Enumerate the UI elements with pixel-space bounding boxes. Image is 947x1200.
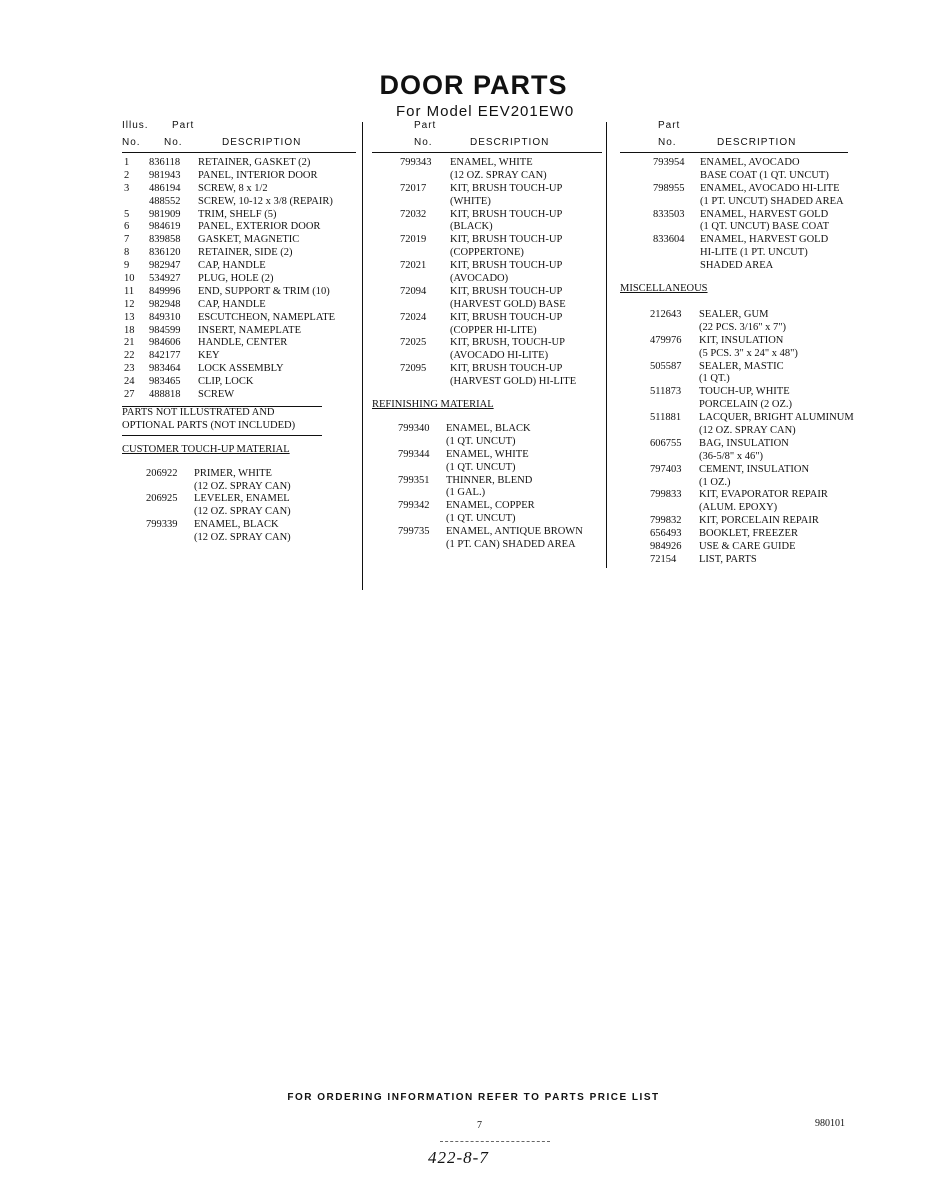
part-number: 206922	[146, 467, 178, 479]
illus-number: 10	[124, 273, 135, 285]
part-number: 72025	[400, 337, 427, 349]
part-number: 836118	[149, 157, 181, 168]
part-number: 72017	[400, 182, 427, 194]
column-separator	[606, 122, 607, 568]
table-row	[122, 481, 356, 494]
table-row	[372, 196, 602, 209]
part-description: SCREW, 10-12 x 3/8 (REPAIR)	[198, 195, 333, 207]
miscellaneous-list	[620, 309, 870, 567]
table-row	[620, 247, 870, 260]
header-illus-no: No.	[122, 137, 141, 148]
part-number: 486194	[149, 182, 181, 194]
page-number: 7	[477, 1120, 482, 1131]
table-row	[122, 196, 356, 209]
table-row	[122, 532, 356, 545]
table-row	[372, 487, 602, 500]
table-row	[122, 325, 356, 338]
part-description: PORCELAIN (2 OZ.)	[699, 399, 793, 411]
part-description: KIT, BRUSH TOUCH-UP	[450, 182, 563, 194]
part-description: RETAINER, GASKET (2)	[198, 157, 311, 168]
table-row	[122, 506, 356, 519]
part-description: (12 OZ. SPRAY CAN)	[450, 169, 547, 181]
part-description: (1 QT. UNCUT)	[446, 435, 516, 447]
part-number: 606755	[650, 437, 682, 449]
table-row	[372, 337, 602, 350]
part-description: ENAMEL, WHITE	[446, 448, 529, 460]
part-description: TOUCH-UP, WHITE	[699, 386, 790, 398]
part-number: 983464	[149, 363, 181, 375]
part-description: (HARVEST GOLD) BASE	[450, 298, 566, 310]
table-row	[620, 170, 870, 183]
part-number: 799833	[650, 489, 682, 501]
table-row	[122, 234, 356, 247]
illus-number: 1	[124, 157, 130, 168]
part-number: 982947	[149, 260, 181, 272]
table-row	[372, 209, 602, 222]
table-row	[620, 425, 870, 438]
table-row	[620, 322, 870, 335]
part-number: 981909	[149, 208, 181, 220]
parts-list	[620, 157, 870, 273]
part-description: PRIMER, WHITE	[194, 467, 272, 479]
part-description: LIST, PARTS	[699, 553, 757, 565]
part-description: THINNER, BLEND	[446, 474, 533, 486]
part-description: (5 PCS. 3" x 24" x 48")	[699, 347, 798, 359]
part-description: KIT, EVAPORATOR REPAIR	[699, 489, 828, 501]
part-number: 799344	[398, 448, 430, 460]
part-description: CAP, HANDLE	[198, 298, 266, 310]
table-row	[620, 234, 870, 247]
header-part-no: No.	[658, 137, 677, 148]
part-description: (AVOCADO)	[450, 273, 509, 285]
table-row	[122, 260, 356, 273]
part-description: (12 OZ. SPRAY CAN)	[194, 532, 291, 544]
part-number: 505587	[650, 360, 682, 372]
table-row	[372, 526, 602, 539]
table-row	[122, 221, 356, 234]
note-line	[122, 420, 356, 433]
table-row	[372, 247, 602, 260]
part-number: 72032	[400, 208, 427, 220]
part-description: (1 QT. UNCUT) BASE COAT	[700, 221, 830, 233]
column-header	[372, 120, 602, 152]
part-number: 511881	[650, 412, 682, 424]
table-row	[372, 286, 602, 299]
table-row	[620, 541, 870, 554]
part-number: 984606	[149, 337, 181, 349]
part-description: ENAMEL, ANTIQUE BROWN	[446, 526, 583, 538]
table-row	[372, 423, 602, 436]
part-number: 212643	[650, 309, 682, 321]
table-row	[372, 234, 602, 247]
illus-number: 24	[124, 376, 135, 388]
ordering-footer: FOR ORDERING INFORMATION REFER TO PARTS PRICE LIST	[287, 1092, 660, 1103]
illus-number: 9	[124, 260, 130, 272]
illus-number: 3	[124, 182, 130, 194]
header-description: DESCRIPTION	[222, 137, 302, 148]
column-header	[122, 120, 356, 152]
part-number: 849310	[149, 311, 181, 323]
table-row	[620, 335, 870, 348]
table-row	[620, 451, 870, 464]
part-description: SEALER, GUM	[699, 309, 769, 321]
table-row	[122, 337, 356, 350]
part-number: 534927	[149, 273, 181, 285]
table-row	[620, 183, 870, 196]
part-number: 849996	[149, 285, 181, 297]
table-row	[620, 399, 870, 412]
part-description: LOCK ASSEMBLY	[198, 363, 284, 375]
note-text: OPTIONAL PARTS (NOT INCLUDED)	[122, 419, 296, 431]
part-description: INSERT, NAMEPLATE	[198, 324, 302, 336]
part-number: 793954	[653, 157, 685, 168]
table-row	[620, 515, 870, 528]
part-description: PLUG, HOLE (2)	[198, 273, 274, 285]
table-row	[620, 412, 870, 425]
table-row	[372, 299, 602, 312]
part-number: 488818	[149, 389, 181, 401]
part-description: (1 QT. UNCUT)	[446, 513, 516, 525]
part-description: KIT, BRUSH TOUCH-UP	[450, 260, 563, 272]
section-miscellaneous-title: MISCELLANEOUS	[620, 283, 708, 295]
handwriting-rule	[440, 1141, 550, 1142]
part-description: ENAMEL, AVOCADO	[700, 157, 800, 168]
column-separator	[362, 122, 363, 590]
table-row	[620, 386, 870, 399]
illus-number: 27	[124, 389, 135, 401]
part-description: LACQUER, BRIGHT ALUMINUM	[699, 412, 854, 424]
part-description: ESCUTCHEON, NAMEPLATE	[198, 311, 336, 323]
header-part: Part	[172, 120, 195, 131]
table-row	[372, 436, 602, 449]
part-number: 72019	[400, 234, 427, 246]
part-number: 983465	[149, 376, 181, 388]
table-row	[122, 493, 356, 506]
part-number: 833604	[653, 234, 685, 246]
table-row	[372, 260, 602, 273]
part-description: KEY	[198, 350, 220, 362]
part-description: TRIM, SHELF (5)	[198, 208, 277, 220]
model-subtitle: For Model EEV201EW0	[396, 103, 575, 120]
table-row	[620, 502, 870, 515]
part-description: (12 OZ. SPRAY CAN)	[194, 480, 291, 492]
part-number: 799342	[398, 500, 430, 512]
part-description: (AVOCADO HI-LITE)	[450, 350, 549, 362]
part-number: 799343	[400, 157, 432, 168]
part-number: 842177	[149, 350, 181, 362]
illus-number: 21	[124, 337, 135, 349]
illus-number: 13	[124, 311, 135, 323]
table-row	[372, 500, 602, 513]
table-row	[122, 183, 356, 196]
table-row	[620, 196, 870, 209]
part-number: 72024	[400, 311, 427, 323]
part-number: 72021	[400, 260, 427, 272]
table-row	[620, 554, 870, 567]
part-description: (1 GAL.)	[446, 487, 486, 499]
part-number: 488552	[149, 195, 181, 207]
handwritten-note: 422-8-7	[428, 1148, 489, 1167]
table-row	[620, 477, 870, 490]
table-row	[620, 260, 870, 273]
table-row	[620, 489, 870, 502]
part-description: PANEL, INTERIOR DOOR	[198, 169, 318, 181]
touchup-list	[122, 468, 356, 545]
header-description: DESCRIPTION	[717, 137, 797, 148]
table-row	[122, 363, 356, 376]
column-brush-kits	[372, 120, 602, 552]
table-row	[122, 247, 356, 260]
section-touchup-title: CUSTOMER TOUCH-UP MATERIAL	[122, 443, 290, 455]
part-description: (36-5/8" x 46")	[699, 450, 763, 462]
part-description: (WHITE)	[450, 195, 491, 207]
header-description: DESCRIPTION	[470, 137, 550, 148]
table-row	[372, 475, 602, 488]
part-number: 797403	[650, 463, 682, 475]
table-row	[372, 449, 602, 462]
part-description: (HARVEST GOLD) HI-LITE	[450, 376, 577, 388]
table-row	[122, 157, 356, 170]
table-row	[122, 286, 356, 299]
part-number: 799832	[650, 515, 682, 527]
table-row	[122, 350, 356, 363]
table-row	[372, 363, 602, 376]
part-description: KIT, BRUSH, TOUCH-UP	[450, 337, 565, 349]
part-description: KIT, BRUSH TOUCH-UP	[450, 285, 563, 297]
table-row	[620, 373, 870, 386]
part-description: KIT, PORCELAIN REPAIR	[699, 515, 819, 527]
part-description: HANDLE, CENTER	[198, 337, 288, 349]
part-number: 72094	[400, 285, 427, 297]
illus-number: 22	[124, 350, 135, 362]
part-number: 798955	[653, 182, 685, 194]
header-rule	[620, 152, 848, 153]
column-header	[620, 120, 870, 152]
table-row	[122, 389, 356, 402]
part-number: 982948	[149, 298, 181, 310]
part-description: CLIP, LOCK	[198, 376, 254, 388]
page-title: DOOR PARTS	[379, 70, 568, 100]
header-illus: Illus.	[122, 120, 149, 131]
part-description: SHADED AREA	[700, 260, 774, 272]
part-description: ENAMEL, WHITE	[450, 157, 533, 168]
part-number: 511873	[650, 386, 682, 398]
part-description: SEALER, MASTIC	[699, 360, 784, 372]
part-description: ENAMEL, HARVEST GOLD	[700, 234, 829, 246]
table-row	[122, 273, 356, 286]
part-description: ENAMEL, COPPER	[446, 500, 535, 512]
table-row	[372, 539, 602, 552]
illus-number: 7	[124, 234, 130, 246]
part-description: KIT, BRUSH TOUCH-UP	[450, 311, 563, 323]
header-part: Part	[414, 120, 437, 131]
part-number: 799339	[146, 519, 178, 531]
table-row	[372, 157, 602, 170]
part-number: 206925	[146, 493, 178, 505]
part-number: 479976	[650, 334, 682, 346]
part-description: CAP, HANDLE	[198, 260, 266, 272]
illus-number: 23	[124, 363, 135, 375]
header-part: Part	[658, 120, 681, 131]
illus-number: 12	[124, 298, 135, 310]
table-row	[122, 519, 356, 532]
part-description: KIT, BRUSH TOUCH-UP	[450, 234, 563, 246]
divider	[122, 435, 322, 436]
part-description: (1 PT. CAN) SHADED AREA	[446, 539, 576, 551]
part-description: CEMENT, INSULATION	[699, 463, 810, 475]
part-description: (1 PT. UNCUT) SHADED AREA	[700, 195, 844, 207]
part-number: 799735	[398, 526, 430, 538]
part-description: KIT, INSULATION	[699, 334, 784, 346]
part-description: (1 OZ.)	[699, 476, 731, 488]
part-number: 656493	[650, 528, 682, 540]
table-row	[620, 361, 870, 374]
refinishing-list	[372, 423, 602, 552]
part-number: 799351	[398, 474, 430, 486]
table-row	[372, 273, 602, 286]
table-row	[620, 209, 870, 222]
part-number: 799340	[398, 423, 430, 435]
header-rule	[372, 152, 602, 153]
illus-number: 2	[124, 169, 130, 181]
table-row	[620, 438, 870, 451]
part-number: 981943	[149, 169, 181, 181]
note-line	[122, 407, 356, 420]
part-description: KIT, BRUSH TOUCH-UP	[450, 363, 563, 375]
table-row	[122, 170, 356, 183]
note-text: PARTS NOT ILLUSTRATED AND	[122, 406, 275, 418]
document-number: 980101	[815, 1118, 845, 1129]
part-description: ENAMEL, BLACK	[194, 519, 279, 531]
part-number: 839858	[149, 234, 181, 246]
part-number: 72095	[400, 363, 427, 375]
part-description: USE & CARE GUIDE	[699, 541, 796, 553]
part-description: GASKET, MAGNETIC	[198, 234, 300, 246]
part-description: (1 QT. UNCUT)	[446, 461, 516, 473]
illus-number: 8	[124, 247, 130, 259]
table-row	[372, 312, 602, 325]
part-description: ENAMEL, AVOCADO HI-LITE	[700, 182, 840, 194]
part-description: BASE COAT (1 QT. UNCUT)	[700, 169, 829, 181]
table-row	[620, 157, 870, 170]
part-description: RETAINER, SIDE (2)	[198, 247, 293, 259]
part-description: (COPPER HI-LITE)	[450, 324, 537, 336]
column-miscellaneous	[620, 120, 870, 567]
part-number: 72154	[650, 553, 677, 565]
part-description: (ALUM. EPOXY)	[699, 502, 778, 514]
part-description: ENAMEL, HARVEST GOLD	[700, 208, 829, 220]
part-number: 984926	[650, 541, 682, 553]
part-description: HI-LITE (1 PT. UNCUT)	[700, 247, 808, 259]
table-row	[372, 462, 602, 475]
parts-list	[372, 157, 602, 389]
part-description: BOOKLET, FREEZER	[699, 528, 798, 540]
part-description: PANEL, EXTERIOR DOOR	[198, 221, 321, 233]
part-description: ENAMEL, BLACK	[446, 423, 531, 435]
part-description: (BLACK)	[450, 221, 493, 233]
part-description: SCREW, 8 x 1/2	[198, 182, 268, 194]
table-row	[372, 170, 602, 183]
table-row	[620, 221, 870, 234]
part-number: 984599	[149, 324, 181, 336]
table-row	[372, 350, 602, 363]
part-number: 984619	[149, 221, 181, 233]
illus-number: 6	[124, 221, 130, 233]
illus-number: 11	[124, 285, 135, 297]
table-row	[620, 348, 870, 361]
table-row	[372, 325, 602, 338]
part-description: (COPPERTONE)	[450, 247, 524, 259]
part-description: (1 QT.)	[699, 373, 730, 385]
table-row	[620, 528, 870, 541]
table-row	[122, 376, 356, 389]
column-illustrated-parts	[122, 120, 356, 545]
table-row	[372, 513, 602, 526]
table-row	[372, 221, 602, 234]
table-row	[372, 183, 602, 196]
table-row	[122, 312, 356, 325]
part-description: (22 PCS. 3/16" x 7")	[699, 321, 787, 333]
part-number: 836120	[149, 247, 181, 259]
part-description: SCREW	[198, 389, 235, 401]
parts-list	[122, 157, 356, 402]
section-refinishing-title: REFINISHING MATERIAL	[372, 399, 494, 411]
part-description: (12 OZ. SPRAY CAN)	[194, 506, 291, 518]
table-row	[122, 209, 356, 222]
table-row	[122, 468, 356, 481]
part-description: END, SUPPORT & TRIM (10)	[198, 285, 330, 297]
part-number: 833503	[653, 208, 685, 220]
table-row	[372, 376, 602, 389]
part-description: KIT, BRUSH TOUCH-UP	[450, 208, 563, 220]
header-part-no: No.	[414, 137, 433, 148]
header-rule	[122, 152, 356, 153]
part-description: LEVELER, ENAMEL	[194, 493, 290, 505]
illus-number: 18	[124, 324, 135, 336]
table-row	[620, 309, 870, 322]
header-part-no: No.	[164, 137, 183, 148]
part-description: (12 OZ. SPRAY CAN)	[699, 425, 796, 437]
part-description: BAG, INSULATION	[699, 437, 789, 449]
illus-number: 5	[124, 208, 130, 220]
table-row	[620, 464, 870, 477]
table-row	[122, 299, 356, 312]
